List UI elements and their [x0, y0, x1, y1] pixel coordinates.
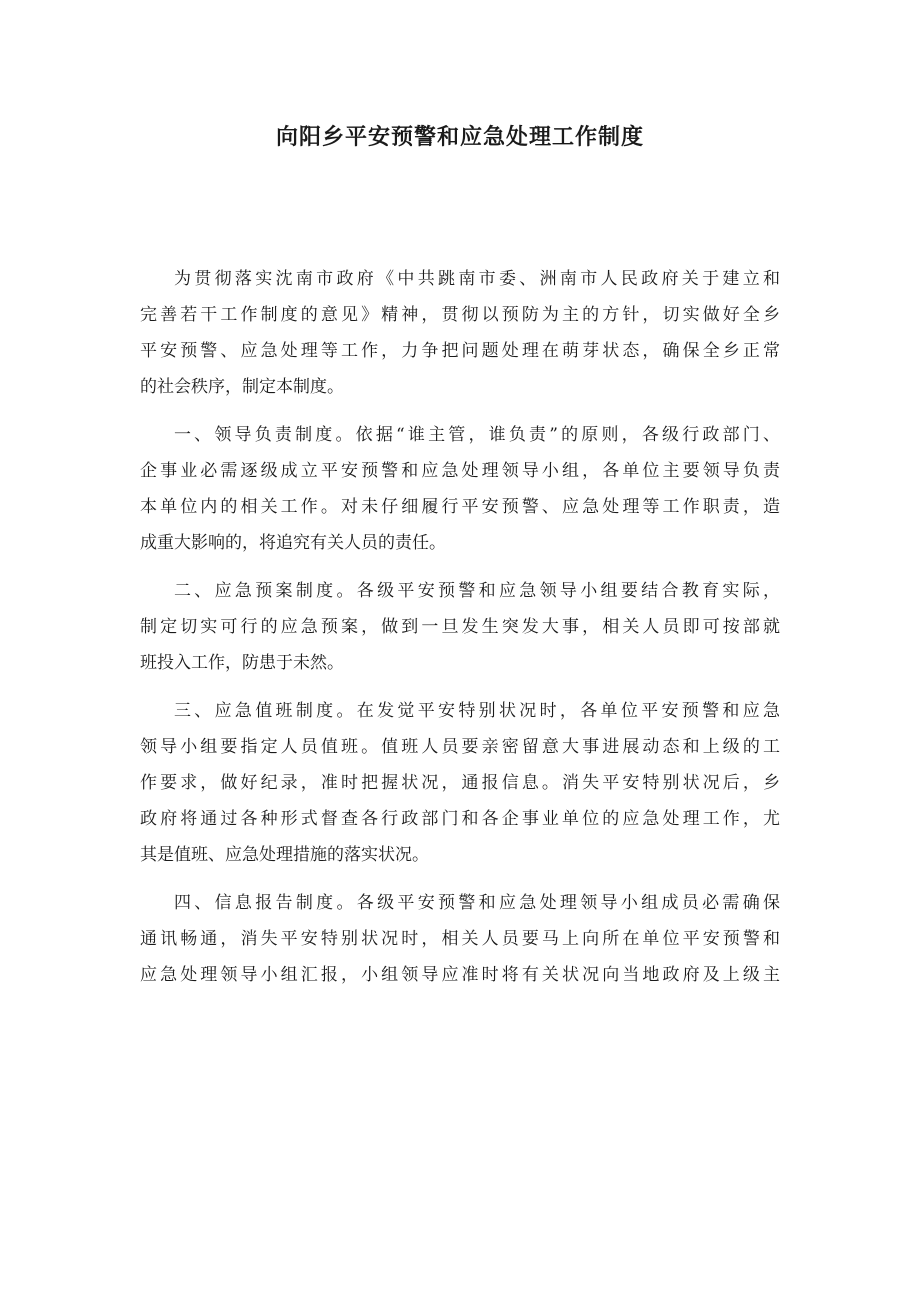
- document-body: [140, 261, 780, 1005]
- paragraph-reporting: [140, 885, 780, 993]
- paragraph-line: 政府将通过各种形式督查各行政部门和各企事业单位的应急处理工作，尤: [140, 809, 780, 829]
- paragraph-duty: [140, 693, 780, 873]
- paragraph-line: 班投入工作，防患于未然。: [140, 653, 344, 673]
- paragraph-line: 制定切实可行的应急预案，做到一旦发生突发大事，相关人员即可按部就: [140, 617, 780, 637]
- paragraph-line: 一、领导负责制度。依据“谁主管，谁负责”的原则，各级行政部门、: [174, 425, 780, 445]
- document-title: 向阳乡平安预警和应急处理工作制度: [275, 125, 644, 150]
- paragraph-line: 企事业必需逐级成立平安预警和应急处理领导小组，各单位主要领导负责: [140, 461, 780, 481]
- paragraph-line: 领导小组要指定人员值班。值班人员要亲密留意大事进展动态和上级的工: [140, 737, 780, 757]
- paragraph-line: 通讯畅通，消失平安特别状况时，相关人员要马上向所在单位平安预警和: [140, 929, 780, 949]
- paragraph-line: 三、应急值班制度。在发觉平安特别状况时，各单位平安预警和应急: [174, 701, 780, 721]
- paragraph-emergency-plan: [140, 573, 780, 681]
- paragraph-line: 成重大影响的，将追究有关人员的责任。: [140, 533, 446, 553]
- paragraph-intro: [140, 261, 780, 405]
- paragraph-line: 为贯彻落实沈南市政府《中共跳南市委、洲南市人民政府关于建立和: [174, 269, 780, 289]
- paragraph-line: 应急处理领导小组汇报，小组领导应准时将有关状况向当地政府及上级主: [140, 965, 780, 985]
- paragraph-line: 二、应急预案制度。各级平安预警和应急领导小组要结合教育实际，: [174, 581, 780, 601]
- paragraph-line: 平安预警、应急处理等工作，力争把问题处理在萌芽状态，确保全乡正常: [140, 341, 780, 361]
- paragraph-line: 本单位内的相关工作。对未仔细履行平安预警、应急处理等工作职责，造: [140, 497, 780, 517]
- paragraph-leadership: [140, 417, 780, 561]
- paragraph-line: 作要求，做好纪录，准时把握状况，通报信息。消失平安特别状况后，乡: [140, 773, 780, 793]
- paragraph-line: 其是值班、应急处理措施的落实状况。: [140, 845, 429, 865]
- paragraph-line: 四、信息报告制度。各级平安预警和应急处理领导小组成员必需确保: [174, 893, 780, 913]
- paragraph-line: 的社会秩序，制定本制度。: [140, 377, 344, 397]
- paragraph-line: 完善若干工作制度的意见》精神，贯彻以预防为主的方针，切实做好全乡: [140, 305, 780, 325]
